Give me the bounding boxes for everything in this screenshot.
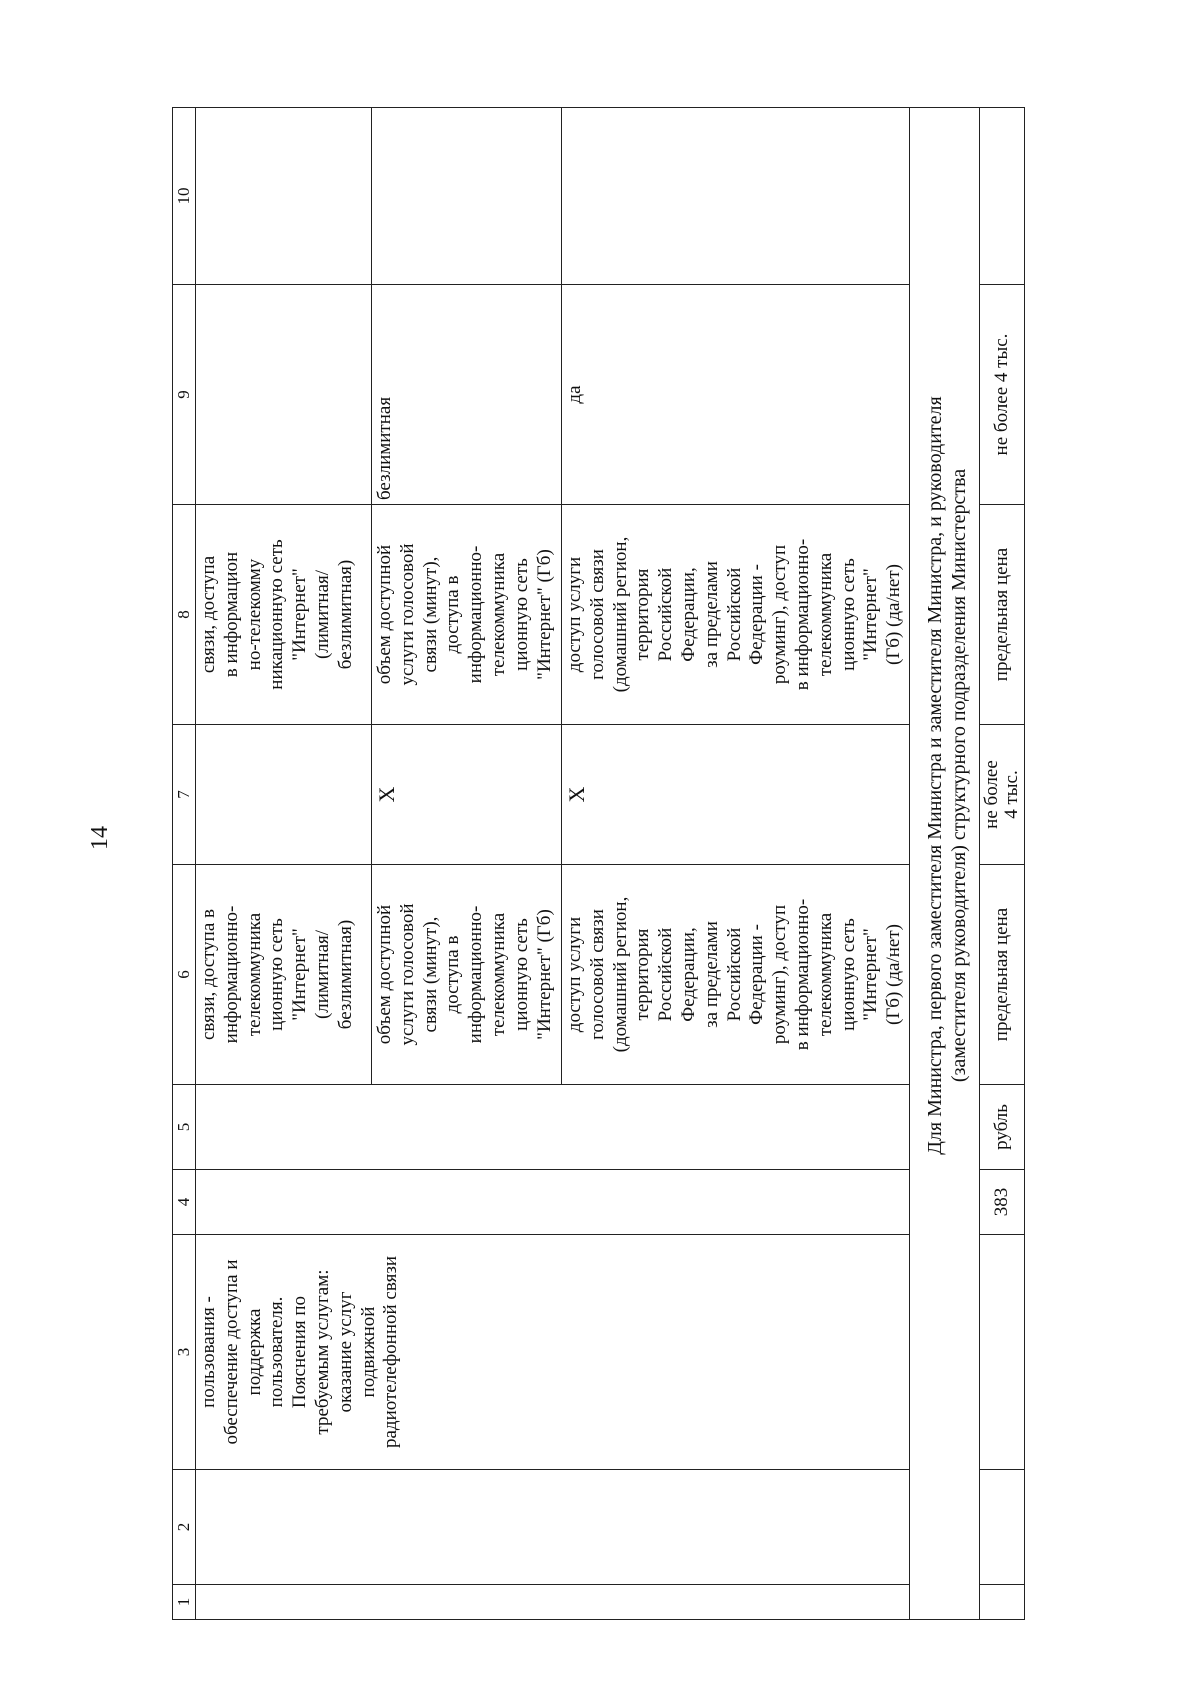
table-row — [196, 108, 372, 1620]
characteristic-cell: предельная цена — [980, 865, 1025, 1085]
header-cell: 7 — [173, 725, 196, 865]
value-cell — [196, 285, 372, 505]
column-number-row — [173, 108, 196, 1620]
header-cell: 5 — [173, 1085, 196, 1170]
cell-col4 — [196, 1170, 910, 1235]
value-cell: не более 4 тыс. — [980, 285, 1025, 505]
header-cell: 6 — [173, 865, 196, 1085]
code-cell: 383 — [980, 1170, 1025, 1235]
section-heading-row — [910, 108, 980, 1620]
service-description-cell: пользования - обеспечение доступа и поддержка пользователя. Пояснения по требуемым услугам: оказание услуг подвижной радиотелефонной связи — [196, 1235, 910, 1470]
header-cell: 2 — [173, 1470, 196, 1585]
header-cell: 4 — [173, 1170, 196, 1235]
requirements-table — [172, 107, 1025, 1620]
unit-cell: рубль — [980, 1085, 1025, 1170]
header-cell: 10 — [173, 108, 196, 285]
characteristic-cell: доступ услуги голосовой связи (домашний регион, территория Российской Федерации, за пределами Российской Федерации - роуминг), доступ в информационно- телекоммуника ционную сеть "Интернет" (Гб) (да/нет) — [562, 865, 910, 1085]
note-cell — [980, 108, 1025, 285]
characteristic-cell: связи, доступа в информационно- телекоммуника ционную сеть "Интернет" (лимитная/ безлимитная) — [196, 865, 372, 1085]
table-row — [980, 108, 1025, 1620]
characteristic-value-cell: связи, доступа в информацион но-телекомму никационную сеть "Интернет" (лимитная/ безлимитная) — [196, 505, 372, 725]
characteristic-cell: объем доступной услуги голосовой связи (минут), доступа в информационно- телекоммуника ционную сеть "Интернет" (Гб) — [372, 865, 562, 1085]
limit-cell: не более 4 тыс. — [980, 725, 1025, 865]
document-table-container — [172, 108, 1082, 1620]
characteristic-value-cell: объем доступной услуги голосовой связи (минут), доступа в информационно- телекоммуника ционную сеть "Интернет" (Гб) — [372, 505, 562, 725]
section-heading: Для Министра, первого заместителя Министра и заместителя Министра, и руководителя (заместителя руководителя) структурного подразделения Министерства — [910, 108, 980, 1620]
cell-col2 — [196, 1470, 910, 1585]
note-cell — [372, 108, 562, 285]
header-cell: 3 — [173, 1235, 196, 1470]
mark-cell: X — [372, 725, 562, 865]
page-number: 14 — [87, 826, 113, 850]
characteristic-value-cell: доступ услуги голосовой связи (домашний регион, территория Российской Федерации, за пределами Российской Федерации - роуминг), доступ в информационно- телекоммуника ционную сеть "Интернет" (Гб) (да/нет) — [562, 505, 910, 725]
cell-col3 — [980, 1235, 1025, 1470]
cell-col1 — [980, 1585, 1025, 1620]
mark-cell: X — [562, 725, 910, 865]
value-cell: безлимитная — [372, 285, 562, 505]
header-cell: 9 — [173, 285, 196, 505]
header-cell: 1 — [173, 1585, 196, 1620]
value-cell: да — [562, 285, 910, 505]
header-cell: 8 — [173, 505, 196, 725]
note-cell — [196, 108, 372, 285]
cell-col2 — [980, 1470, 1025, 1585]
cell-col1 — [196, 1585, 910, 1620]
note-cell — [562, 108, 910, 285]
characteristic-value-cell: предельная цена — [980, 505, 1025, 725]
mark-cell — [196, 725, 372, 865]
cell-col5 — [196, 1085, 910, 1170]
